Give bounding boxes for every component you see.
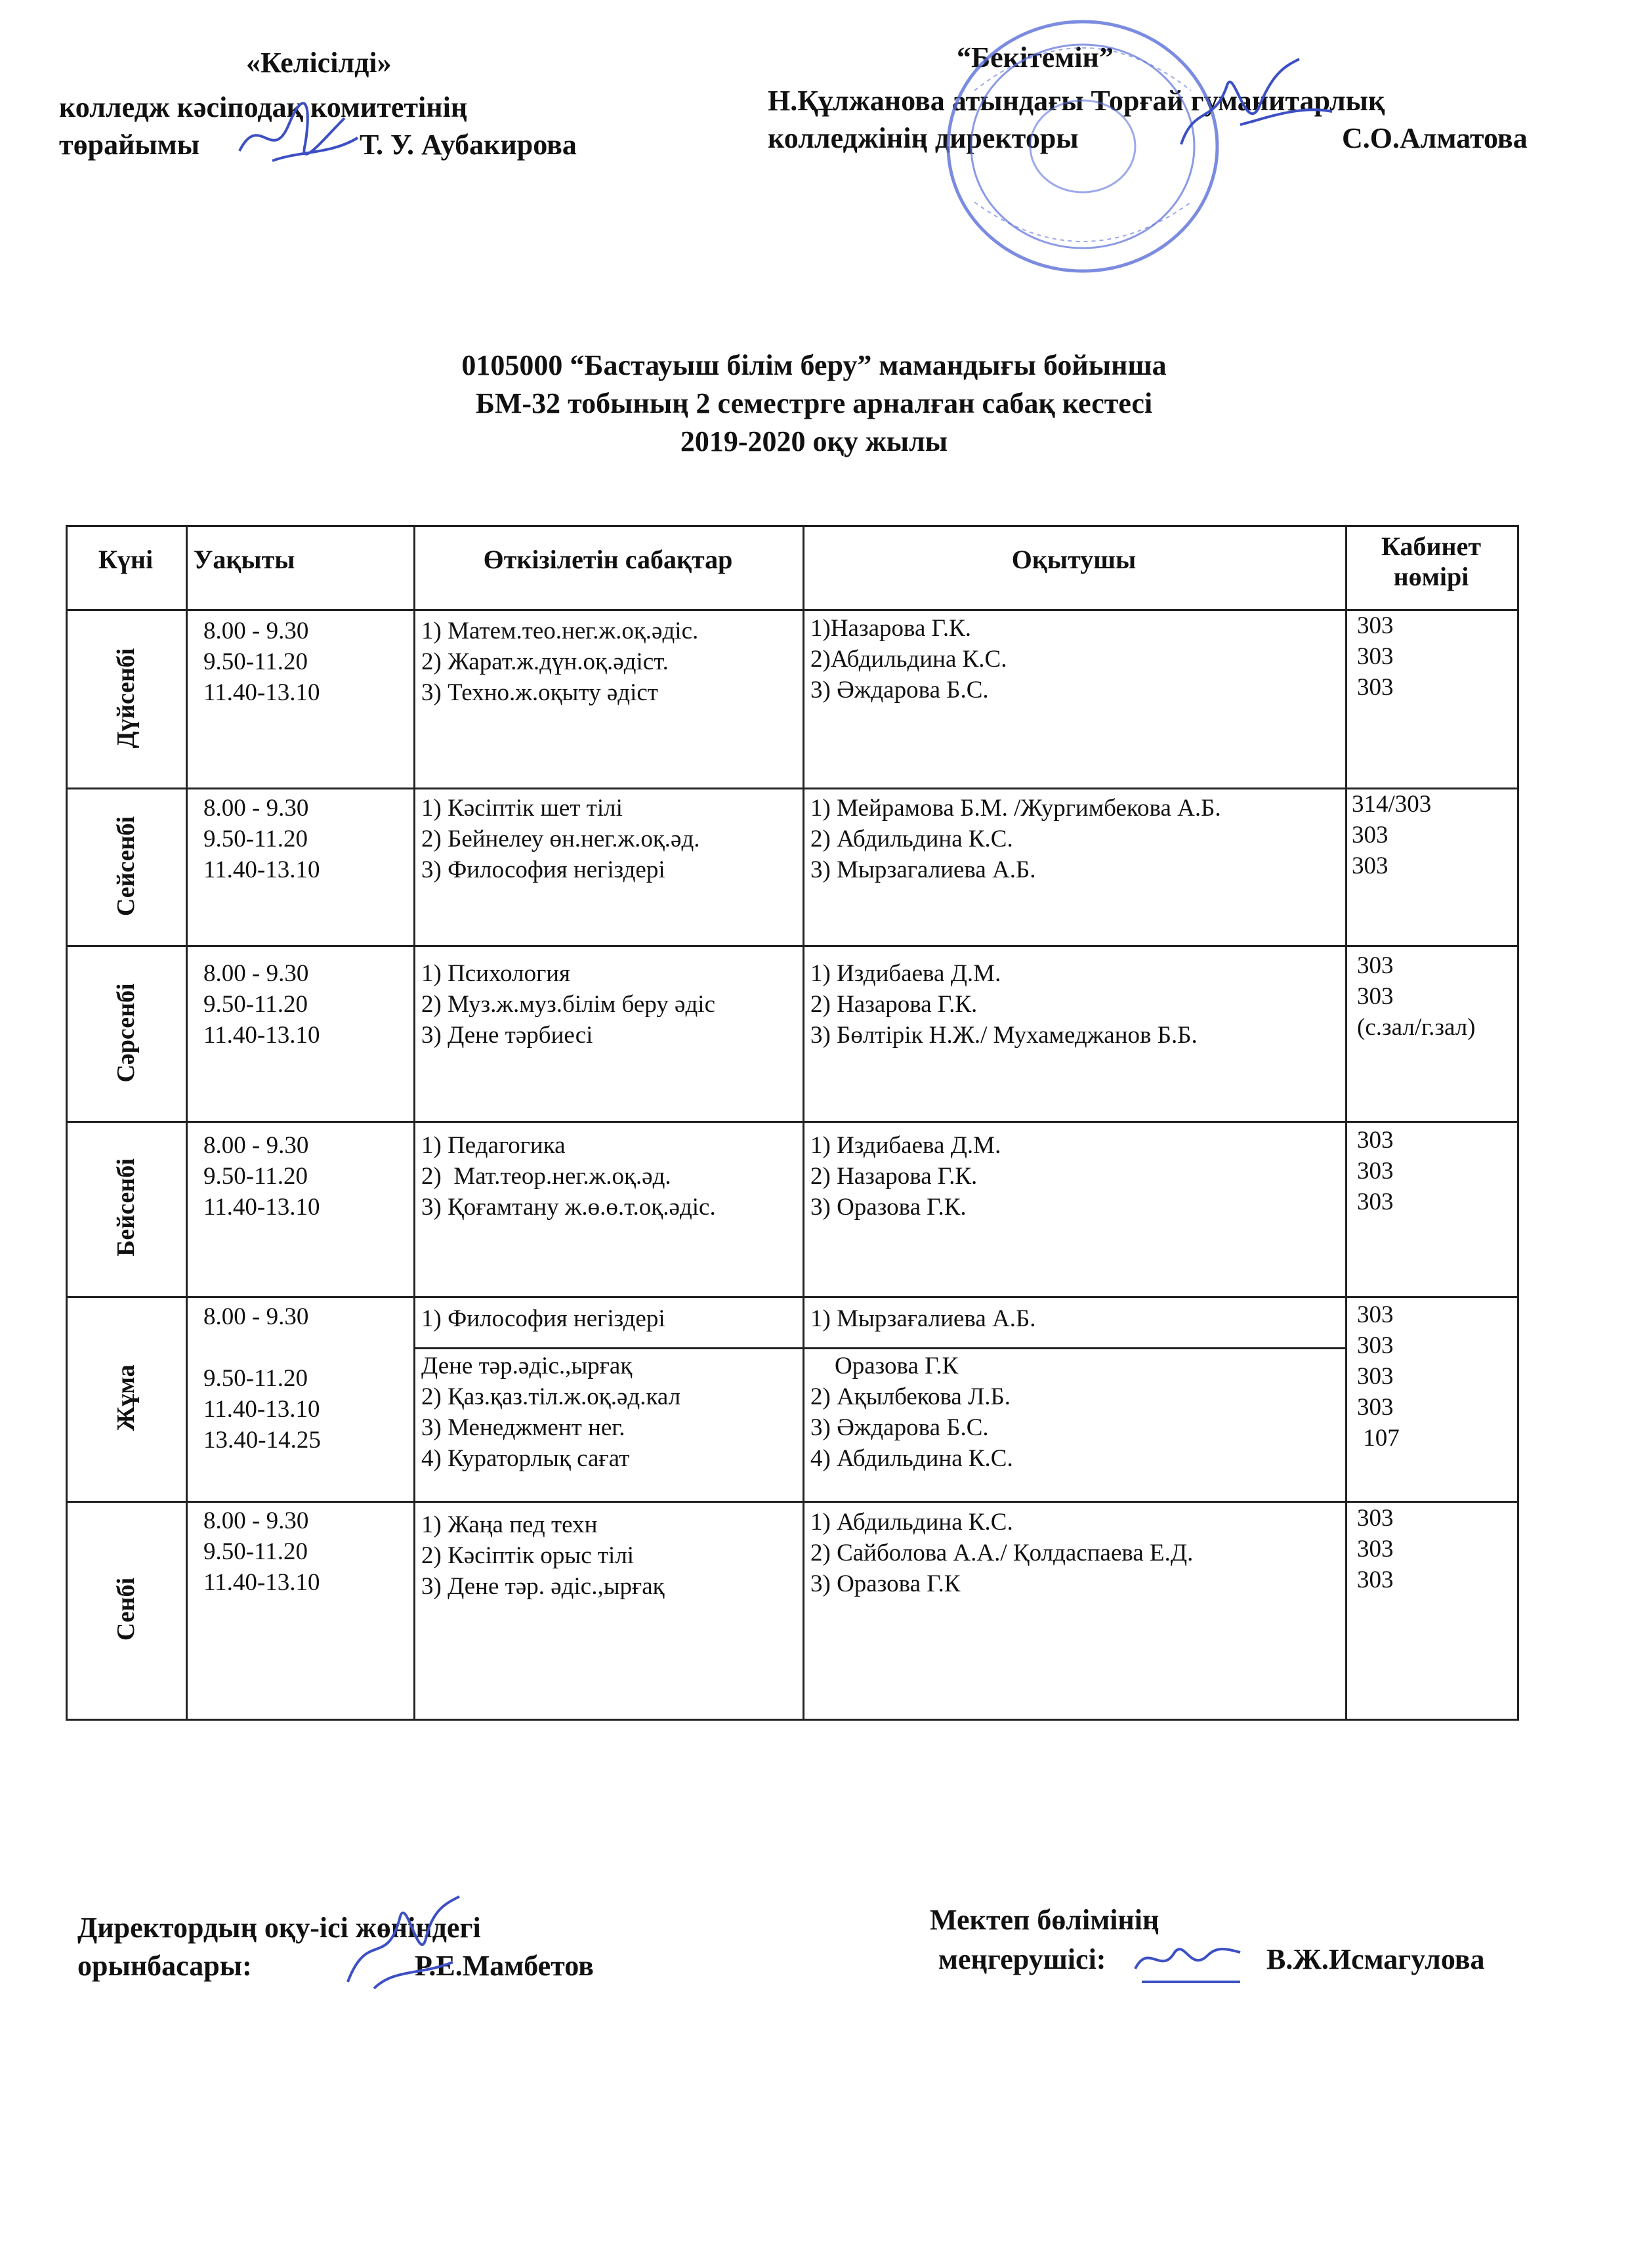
footer-right-line2-prefix: меңгерушісі: (938, 1943, 1106, 1975)
lessons-cell-bottom: Дене тәр.әдіс.,ырғақ 2) Қаз.қаз.тіл.ж.оқ.әд.кал 3) Менеджмент нег. 4) Кураторлық сағат (421, 1353, 681, 1472)
lessons-cell-top: 1) Философия негіздері (421, 1305, 665, 1332)
title-line3: 2019-2020 оқу жылы (680, 425, 948, 457)
lessons-cell: 1) Педагогика 2) Мат.теор.нег.ж.оқ.әд. 3) Қоғамтану ж.ө.ө.т.оқ.әдіс. (421, 1132, 716, 1221)
approval-left-line2-prefix: төрайымы (59, 129, 200, 161)
time-cell: 8.00 - 9.30 9.50-11.20 11.40-13.10 (203, 1507, 320, 1596)
rooms-cell: 303 303 303 (1357, 612, 1394, 701)
teachers-cell: 1) Мейрамова Б.М. /Жургимбекова А.Б. 2) Абдильдина К.С. 3) Мырзагалиева А.Б. (810, 795, 1221, 883)
rooms-cell: 303 303 303 (1357, 1505, 1394, 1593)
day-label: Сенбі (112, 1577, 140, 1641)
approval-left-label: «Келісілді» (246, 47, 392, 79)
approval-right-label: “Бекітемін” (957, 41, 1114, 74)
schedule-table (66, 525, 1519, 1721)
title-line1: 0105000 “Бастауыш білім беру” мамандығы бойынша (461, 349, 1167, 381)
day-label: Бейсенбі (112, 1158, 140, 1257)
lessons-cell: 1) Матем.тео.нег.ж.оқ.әдіс. 2) Жарат.ж.дүн.оқ.әдіст. 3) Техно.ж.оқыту әдіст (421, 618, 699, 706)
rooms-cell: 303 303 (с.зал/г.зал) (1357, 952, 1476, 1041)
approval-right-line1: Н.Құлжанова атындағы Торғай гуманитарлық (768, 85, 1385, 117)
footer-right-name: В.Ж.Исмагулова (1266, 1943, 1485, 1975)
teachers-cell-bottom: Оразова Г.К 2) Ақылбекова Л.Б. 3) Әждарова Б.С. 4) Абдильдина К.С. (810, 1353, 1013, 1472)
time-cell: 8.00 - 9.30 9.50-11.20 11.40-13.10 (203, 960, 320, 1049)
header-day: Күні (98, 545, 154, 574)
time-cell: 8.00 - 9.30 9.50-11.20 11.40-13.10 (203, 795, 320, 883)
time-cell: 8.00 - 9.30 9.50-11.20 11.40-13.10 (203, 1132, 320, 1221)
title-line2: БМ-32 тобының 2 семестрге арналған сабақ кестесі (475, 387, 1153, 419)
footer-right-line1: Мектеп бөлімінің (930, 1904, 1159, 1936)
header-teacher: Оқытушы (1011, 545, 1137, 574)
teachers-cell-top: 1) Мырзағалиева А.Б. (810, 1305, 1036, 1332)
footer-left-line1: Директордың оқу-ісі жөніндегі (77, 1912, 481, 1944)
footer-left-line2-prefix: орынбасары: (77, 1950, 252, 1982)
signature-footer-left-icon (328, 1890, 472, 1995)
teachers-cell: 1) Издибаева Д.М. 2) Назарова Г.К. 3) Оразова Г.К. (810, 1132, 1001, 1221)
footer-left-name: Р.Е.Мамбетов (415, 1950, 594, 1982)
day-label: Жұма (112, 1364, 140, 1431)
signature-right-icon (1168, 46, 1339, 158)
header-time: Уақыты (194, 545, 295, 574)
day-label: Сәрсенбі (112, 983, 140, 1083)
lessons-cell: 1) Жаңа пед техн 2) Кәсіптік орыс тілі 3) Дене тәр. әдіс.,ырғақ (421, 1511, 665, 1600)
teachers-cell: 1) Абдильдина К.С. 2) Сайболова А.А./ Қолдаспаева Е.Д. 3) Оразова Г.К (810, 1509, 1194, 1597)
teachers-cell: 1)Назарова Г.К. 2)Абдильдина К.С. 3) Әждарова Б.С. (810, 615, 1007, 704)
signature-left-icon (233, 98, 364, 177)
approval-right-line2-prefix: колледжінің директоры (768, 122, 1079, 154)
day-label: Сейсенбі (112, 816, 140, 917)
header-room: Кабинет нөмірі (1381, 532, 1481, 591)
lessons-cell: 1) Кәсіптік шет тілі 2) Бейнелеу өн.нег.ж.оқ.әд. 3) Философия негіздері (421, 795, 700, 883)
rooms-cell: 314/303 303 303 (1352, 791, 1432, 879)
rooms-cell: 303 303 303 (1357, 1127, 1394, 1215)
approval-left-line1: колледж кәсіподақ комитетінің (59, 91, 468, 123)
time-cell: 8.00 - 9.30 9.50-11.20 11.40-13.10 13.40-14.25 (203, 1303, 321, 1454)
lessons-cell: 1) Психология 2) Муз.ж.муз.білім беру әдіс 3) Дене тәрбиесі (421, 960, 715, 1049)
approval-left-name: Т. У. Аубакирова (360, 129, 577, 161)
header-lessons: Өткізілетін сабақтар (483, 545, 733, 574)
time-cell: 8.00 - 9.30 9.50-11.20 11.40-13.10 (203, 618, 320, 706)
rooms-cell: 303 303 303 303 107 (1357, 1301, 1400, 1452)
approval-right-name: С.О.Алматова (1342, 122, 1528, 154)
day-label: Дүйсенбі (112, 648, 140, 749)
teachers-cell: 1) Издибаева Д.М. 2) Назарова Г.К. 3) Бөлтірік Н.Ж./ Мухамеджанов Б.Б. (810, 960, 1198, 1049)
signature-footer-right-icon (1129, 1929, 1247, 1988)
